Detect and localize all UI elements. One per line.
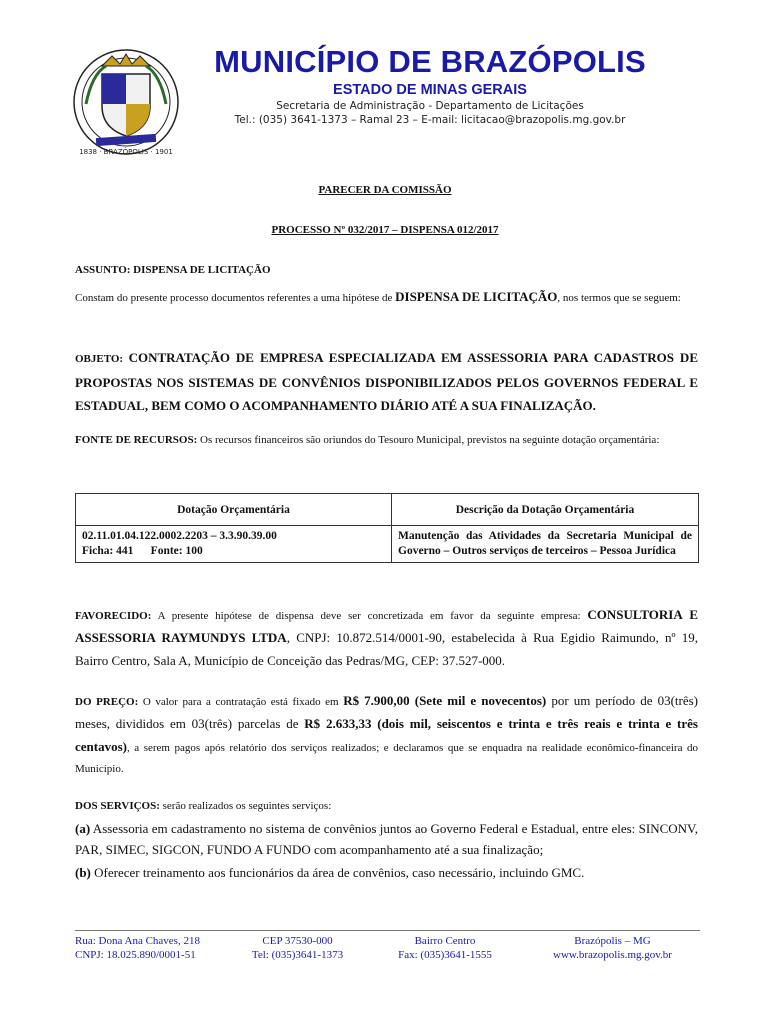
table-header-dotacao: Dotação Orçamentária (76, 494, 392, 526)
department-line: Secretaria de Administração - Departamento de Licitações (276, 100, 584, 112)
servicos-paragraph: DOS SERVIÇOS: serão realizados os seguintes serviços: (75, 800, 332, 812)
dotacao-cell: 02.11.01.04.122.0002.2203 – 3.3.90.39.00 Ficha: 441 Fonte: 100 (76, 526, 392, 563)
objeto-paragraph: OBJETO: CONTRATAÇÃO DE EMPRESA ESPECIALIZADA EM ASSESSORIA PARA CADASTROS DE PROPOSTAS NOS SISTEMAS DE CONVÊNIOS DISPONIBILIZADOS PELOS GOVERNOS FEDERAL E ESTADUAL, BEM COMO O ACOMPANHAMENTO DIÁRIO ATÉ A SUA FINALIZAÇÃO. (75, 350, 698, 413)
table-row (76, 526, 699, 563)
footer-address: Rua: Dona Ana Chaves, 218 CNPJ: 18.025.890/0001-51 (75, 935, 200, 961)
footer-bairro: Bairro Centro Fax: (035)3641-1555 (398, 935, 492, 961)
descricao-cell: Manutenção das Atividades da Secretaria Municipal de Governo – Outros serviços de terceiros – Pessoa Jurídica (392, 526, 699, 563)
municipal-seal-logo (72, 44, 180, 160)
assunto-line: ASSUNTO: DISPENSA DE LICITAÇÃO (75, 264, 271, 276)
document-heading: PARECER DA COMISSÃO (318, 184, 452, 196)
footer-cep: CEP 37530-000 Tel: (035)3641-1373 (251, 935, 344, 961)
footer-divider (75, 930, 700, 931)
svg-text:1838 · BRAZÓPOLIS · 1901: 1838 · BRAZÓPOLIS · 1901 (79, 148, 173, 156)
process-number: PROCESSO Nº 032/2017 – DISPENSA 012/2017 (271, 224, 499, 236)
contact-line: Tel.: (035) 3641-1373 – Ramal 23 – E-mail: licitacao@brazopolis.mg.gov.br (234, 114, 626, 126)
state-name: ESTADO DE MINAS GERAIS (333, 82, 527, 98)
municipality-title: MUNICÍPIO DE BRAZÓPOLIS (214, 44, 646, 79)
servico-item-b: (b) Oferecer treinamento aos funcionários da área de convênios, caso necessário, incluindo GMC. (75, 865, 585, 880)
servico-item-a: (a) Assessoria em cadastramento no sistema de convênios juntos ao Governo Federal e Estadual, entre eles: SINCONV, PAR, SIMEC, SIGCON, FUNDO A FUNDO com acompanhamento até a sua finalização; (75, 821, 698, 857)
footer-city: Brazópolis – MG www.brazopolis.mg.gov.br (553, 935, 672, 961)
fonte-paragraph: FONTE DE RECURSOS: Os recursos financeiros são oriundos do Tesouro Municipal, previstos na seguinte dotação orçamentária: (75, 434, 660, 446)
constam-paragraph: Constam do presente processo documentos referentes a uma hipótese de DISPENSA DE LICITAÇÃO, nos termos que se seguem: (75, 289, 681, 304)
favorecido-paragraph: FAVORECIDO: A presente hipótese de dispensa deve ser concretizada em favor da seguinte empresa: CONSULTORIA E ASSESSORIA RAYMUNDYS LTDA, CNPJ: 10.872.514/0001-90, estabelecida à Rua Egidio Raimundo, nº 19, Bairro Centro, Sala A, Município de Conceição das Pedras/MG, CEP: 37.527-000. (75, 607, 698, 668)
preco-paragraph: DO PREÇO: O valor para a contratação está fixado em R$ 7.900,00 (Sete mil e novecentos) por um período de 03(três) meses, divididos em 03(três) parcelas de R$ 2.633,33 (dois mil, seiscentos e trinta e três reais e trinta e três centavos), a serem pagos após relatório dos serviços realizados; e declaramos que se enquadra na realidade econômico-financeira do Município. (75, 693, 698, 775)
table-header-descricao: Descrição da Dotação Orçamentária (392, 494, 699, 526)
budget-table (75, 493, 699, 563)
